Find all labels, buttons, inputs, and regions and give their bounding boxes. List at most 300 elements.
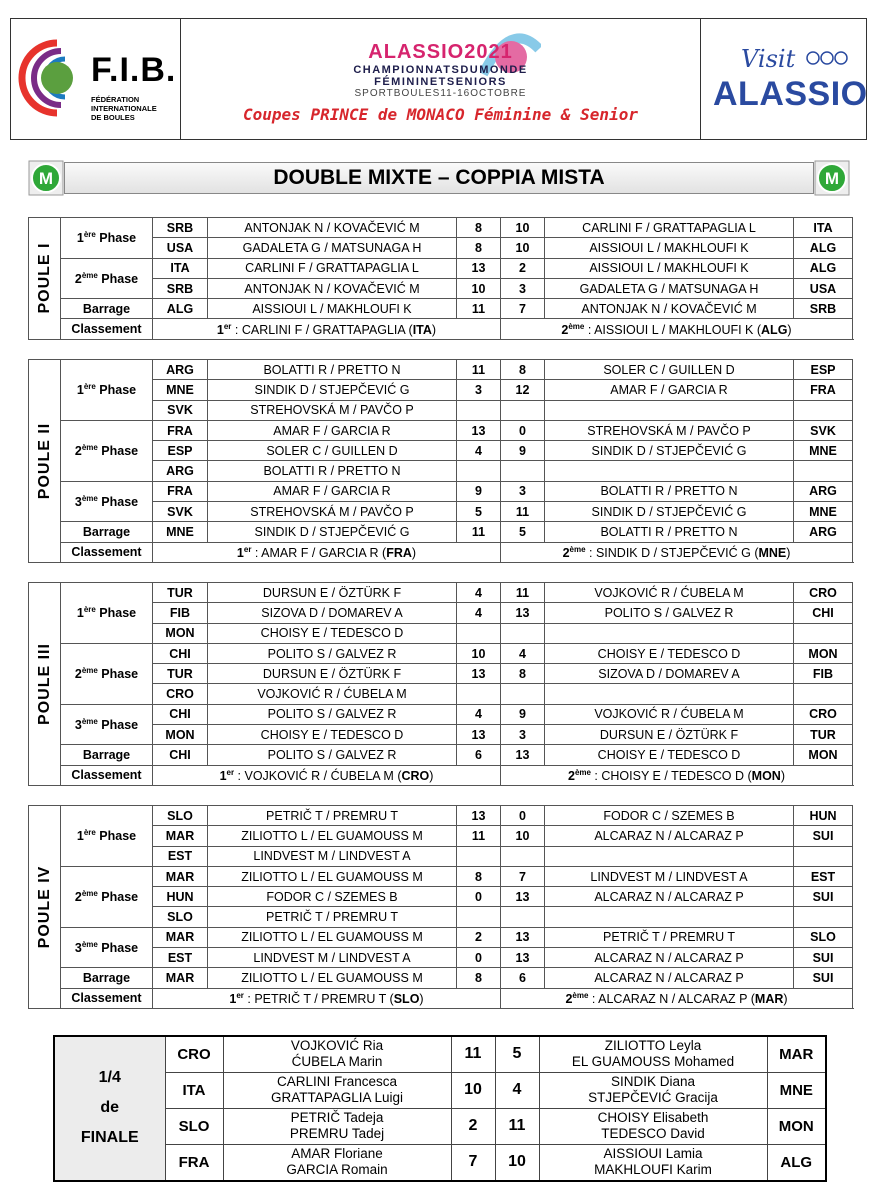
match-row [29,725,853,745]
poule-label: POULE I [29,218,61,340]
score: 10 [501,826,545,846]
quarter-finals-table [53,1035,827,1182]
team-name: AISSIOUI L / MAKHLOUFI K [208,299,457,319]
poule-label: POULE II [29,360,61,563]
country-code: HUN [794,806,853,826]
score: 3 [457,380,501,400]
match-row [29,258,853,278]
team-name: ZILIOTTO L / EL GUAMOUSS M [208,826,457,846]
team-name: VOJKOVIĆ R / ĆUBELA M [545,704,794,724]
fib-subtitle: FÉDÉRATION INTERNATIONALE DE BOULES [91,95,157,122]
country-code: HUN [153,887,208,907]
event-logo [181,19,701,139]
score: 8 [457,968,501,988]
finale-title: 1/4 de FINALE [54,1036,165,1181]
banner-title: DOUBLE MIXTE – COPPIA MISTA [64,162,814,194]
country-code: FRA [794,380,853,400]
score: 7 [501,866,545,886]
team-name: ALCARAZ N / ALCARAZ P [545,887,794,907]
country-code: MAR [767,1036,826,1072]
score: 3 [501,481,545,501]
phase-label: Barrage [61,522,153,542]
score: 13 [501,948,545,968]
classement-label: Classement [61,542,153,562]
team-name: SINDIK D / STJEPČEVIĆ G [208,522,457,542]
score: 11 [457,522,501,542]
score: 12 [501,380,545,400]
score: 8 [501,664,545,684]
country-code: TUR [153,583,208,603]
event-banner [28,160,850,196]
country-code: SVK [153,400,208,420]
country-code: ALG [153,299,208,319]
team-name [545,623,794,643]
score [501,846,545,866]
team-name: SINDIK Diana STJEPČEVIĆ Gracija [539,1072,767,1108]
team-name: POLITO S / GALVEZ R [208,643,457,663]
score: 4 [501,643,545,663]
country-code: MNE [767,1072,826,1108]
fib-logo [11,19,181,139]
team-name [545,400,794,420]
classement-row [29,765,853,785]
classement-label: Classement [61,319,153,339]
score: 13 [501,745,545,765]
country-code [794,846,853,866]
country-code: ARG [794,522,853,542]
score: 9 [501,704,545,724]
svg-text:M: M [824,169,840,188]
classement-row [29,542,853,562]
second-place: 2ème : AISSIOUI L / MAKHLOUFI K (ALG) [501,319,853,339]
country-code: FIB [153,603,208,623]
phase-label: 2ème Phase [61,643,153,704]
first-place: 1er : AMAR F / GARCIA R (FRA) [153,542,501,562]
score [457,623,501,643]
country-code: SRB [153,278,208,298]
team-name: AMAR F / GARCIA R [208,481,457,501]
phase-label: 3ème Phase [61,704,153,745]
score: 11 [457,299,501,319]
country-code: SRB [794,299,853,319]
country-code: SRB [153,218,208,238]
score: 10 [501,238,545,258]
score: 13 [457,258,501,278]
phase-label: 3ème Phase [61,481,153,522]
country-code: SLO [165,1108,223,1144]
score [501,400,545,420]
match-row [29,623,853,643]
phase-label: 2ème Phase [61,420,153,481]
score: 2 [457,927,501,947]
classement-label: Classement [61,988,153,1008]
team-name: CHOISY E / TEDESCO D [208,725,457,745]
country-code: MON [767,1108,826,1144]
country-code: MON [794,643,853,663]
team-name [545,907,794,927]
score [501,907,545,927]
score [501,623,545,643]
team-name: ALCARAZ N / ALCARAZ P [545,948,794,968]
country-code: ALG [767,1145,826,1181]
team-name: BOLATTI R / PRETTO N [208,360,457,380]
country-code: SVK [794,420,853,440]
score: 2 [451,1108,495,1144]
team-name: SOLER C / GUILLEN D [545,360,794,380]
team-name: FODOR C / SZEMES B [208,887,457,907]
score [501,684,545,704]
finale-row [54,1072,826,1108]
country-code: EST [153,948,208,968]
score: 11 [495,1108,539,1144]
score: 4 [457,603,501,623]
team-name: ALCARAZ N / ALCARAZ P [545,826,794,846]
poule-table [28,359,853,563]
team-name: GADALETA G / MATSUNAGA H [545,278,794,298]
score [457,461,501,481]
country-code: TUR [153,664,208,684]
team-name: SINDIK D / STJEPČEVIĆ G [545,441,794,461]
score: 5 [495,1036,539,1072]
phase-label: 3ème Phase [61,927,153,968]
score: 3 [501,278,545,298]
match-row [29,948,853,968]
match-row [29,806,853,826]
header [10,18,867,140]
classement-row [29,988,853,1008]
score: 8 [457,238,501,258]
phase-label: 1ère Phase [61,218,153,259]
score: 9 [501,441,545,461]
team-name: LINDVEST M / LINDVEST A [545,866,794,886]
team-name: STREHOVSKÁ M / PAVČO P [545,420,794,440]
decorative-links-icon [805,49,849,67]
score: 6 [501,968,545,988]
country-code: MAR [153,927,208,947]
classement-row [29,319,853,339]
score: 13 [501,603,545,623]
country-code: SLO [153,907,208,927]
country-code: MNE [794,502,853,522]
country-code: ARG [153,461,208,481]
team-name: STREHOVSKÁ M / PAVČO P [208,502,457,522]
country-code: CHI [794,603,853,623]
country-code: SLO [153,806,208,826]
first-place: 1er : VOJKOVIĆ R / ĆUBELA M (CRO) [153,765,501,785]
team-name: ANTONJAK N / KOVAČEVIĆ M [545,299,794,319]
team-name: AISSIOUI Lamia MAKHLOUFI Karim [539,1145,767,1181]
team-name: ZILIOTTO L / EL GUAMOUSS M [208,968,457,988]
country-code: FIB [794,664,853,684]
phase-label: Barrage [61,968,153,988]
team-name: CARLINI F / GRATTAPAGLIA L [545,218,794,238]
score [457,400,501,420]
match-row [29,238,853,258]
phase-label: 2ème Phase [61,866,153,927]
team-name: PETRIČ T / PREMRU T [208,907,457,927]
team-name: POLITO S / GALVEZ R [208,704,457,724]
country-code: CHI [153,643,208,663]
match-row [29,866,853,886]
team-name: CARLINI Francesca GRATTAPAGLIA Luigi [223,1072,451,1108]
country-code: SUI [794,826,853,846]
score: 8 [457,866,501,886]
score: 0 [501,420,545,440]
team-name: CHOISY E / TEDESCO D [208,623,457,643]
team-name: SIZOVA D / DOMAREV A [545,664,794,684]
score: 11 [451,1036,495,1072]
score: 8 [457,218,501,238]
score: 11 [457,360,501,380]
team-name [545,846,794,866]
visit-city: ALASSIO [713,75,868,113]
phase-label: 1ère Phase [61,583,153,644]
match-row [29,704,853,724]
match-row [29,461,853,481]
match-row [29,826,853,846]
score: 10 [451,1072,495,1108]
team-name: PETRIČ T / PREMRU T [208,806,457,826]
team-name: ANTONJAK N / KOVAČEVIĆ M [208,278,457,298]
event-line-2: FÉMININETSENIORS [374,75,507,88]
team-name: LINDVEST M / LINDVEST A [208,846,457,866]
score: 6 [457,745,501,765]
team-name: AMAR F / GARCIA R [545,380,794,400]
team-name: GADALETA G / MATSUNAGA H [208,238,457,258]
fib-emblem-icon [17,33,87,123]
team-name: ZILIOTTO L / EL GUAMOUSS M [208,927,457,947]
country-code: MNE [153,522,208,542]
country-code: MNE [153,380,208,400]
score [457,684,501,704]
country-code: MAR [153,866,208,886]
poule-table [28,805,853,1009]
score: 10 [501,218,545,238]
country-code: CHI [153,745,208,765]
country-code: USA [153,238,208,258]
first-place: 1er : CARLINI F / GRATTAPAGLIA (ITA) [153,319,501,339]
country-code: ARG [794,481,853,501]
finale-row [54,1036,826,1072]
team-name: ALCARAZ N / ALCARAZ P [545,968,794,988]
score [457,907,501,927]
phase-label: Barrage [61,745,153,765]
score: 9 [457,481,501,501]
score: 11 [457,826,501,846]
score: 4 [457,441,501,461]
country-code: FRA [153,420,208,440]
visit-alassio-logo [701,19,866,139]
score: 0 [457,887,501,907]
country-code: ESP [794,360,853,380]
country-code: EST [794,866,853,886]
team-name: VOJKOVIĆ Ria ĆUBELA Marin [223,1036,451,1072]
team-name: ZILIOTTO Leyla EL GUAMOUSS Mohamed [539,1036,767,1072]
team-name: CARLINI F / GRATTAPAGLIA L [208,258,457,278]
match-row [29,664,853,684]
score: 7 [451,1145,495,1181]
country-code: MAR [153,968,208,988]
country-code: SLO [794,927,853,947]
country-code: MAR [153,826,208,846]
team-name: ANTONJAK N / KOVAČEVIĆ M [208,218,457,238]
match-row [29,603,853,623]
team-name: LINDVEST M / LINDVEST A [208,948,457,968]
country-code: MON [794,745,853,765]
fib-title: F.I.B. [91,51,177,89]
score: 13 [501,887,545,907]
country-code: SVK [153,502,208,522]
svg-text:M: M [38,169,54,188]
score: 0 [501,806,545,826]
second-place: 2ème : CHOISY E / TEDESCO D (MON) [501,765,853,785]
first-place: 1er : PETRIČ T / PREMRU T (SLO) [153,988,501,1008]
score: 10 [495,1145,539,1181]
match-row [29,583,853,603]
score: 13 [457,725,501,745]
poule-table [28,217,853,340]
team-name: SINDIK D / STJEPČEVIĆ G [208,380,457,400]
country-code: MNE [794,441,853,461]
team-name: AMAR Floriane GARCIA Romain [223,1145,451,1181]
team-name: AISSIOUI L / MAKHLOUFI K [545,258,794,278]
team-name: FODOR C / SZEMES B [545,806,794,826]
match-row [29,481,853,501]
country-code: CRO [165,1036,223,1072]
score: 13 [457,806,501,826]
score: 11 [501,502,545,522]
country-code: EST [153,846,208,866]
country-code: MON [153,725,208,745]
score: 10 [457,278,501,298]
country-code: CRO [794,704,853,724]
score: 0 [457,948,501,968]
country-code: ARG [153,360,208,380]
poule-label: POULE IV [29,806,61,1009]
team-name [545,684,794,704]
match-row [29,278,853,298]
badge-m-icon [28,160,64,196]
team-name: BOLATTI R / PRETTO N [208,461,457,481]
team-name: PETRIČ T / PREMRU T [545,927,794,947]
visit-word: Visit [741,45,796,73]
team-name: ZILIOTTO L / EL GUAMOUSS M [208,866,457,886]
event-line-3: SPORTBOULES11-16OCTOBRE [354,87,527,99]
country-code: ITA [794,218,853,238]
score: 5 [457,502,501,522]
score [501,461,545,481]
score: 10 [457,643,501,663]
match-row [29,643,853,663]
team-name: AMAR F / GARCIA R [208,420,457,440]
match-row [29,846,853,866]
badge-m-icon [814,160,850,196]
team-name: DURSUN E / ÖZTÜRK F [208,583,457,603]
match-row [29,420,853,440]
team-name: BOLATTI R / PRETTO N [545,522,794,542]
score: 11 [501,583,545,603]
country-code [794,623,853,643]
phase-label: 2ème Phase [61,258,153,299]
team-name: STREHOVSKÁ M / PAVČO P [208,400,457,420]
team-name: BOLATTI R / PRETTO N [545,481,794,501]
phase-label: 1ère Phase [61,806,153,867]
score: 3 [501,725,545,745]
second-place: 2ème : ALCARAZ N / ALCARAZ P (MAR) [501,988,853,1008]
country-code: FRA [153,481,208,501]
team-name: SIZOVA D / DOMAREV A [208,603,457,623]
team-name: DURSUN E / ÖZTÜRK F [545,725,794,745]
country-code [794,684,853,704]
team-name: POLITO S / GALVEZ R [545,603,794,623]
team-name [545,461,794,481]
score: 2 [501,258,545,278]
score [457,846,501,866]
score: 13 [457,664,501,684]
poule-table [28,582,853,786]
match-row [29,745,853,765]
country-code: SUI [794,948,853,968]
team-name: VOJKOVIĆ R / ĆUBELA M [545,583,794,603]
country-code: MON [153,623,208,643]
score: 8 [501,360,545,380]
country-code: ITA [165,1072,223,1108]
country-code: ALG [794,258,853,278]
team-name: PETRIČ Tadeja PREMRU Tadej [223,1108,451,1144]
coupes-title: Coupes PRINCE de MONACO Féminine & Senior [243,104,638,124]
team-name: CHOISY E / TEDESCO D [545,745,794,765]
team-name: AISSIOUI L / MAKHLOUFI K [545,238,794,258]
match-row [29,360,853,380]
match-row [29,400,853,420]
country-code: CRO [153,684,208,704]
poule-label: POULE III [29,583,61,786]
phase-label: 1ère Phase [61,360,153,421]
country-code [794,461,853,481]
match-row [29,441,853,461]
team-name: CHOISY Elisabeth TEDESCO David [539,1108,767,1144]
second-place: 2ème : SINDIK D / STJEPČEVIĆ G (MNE) [501,542,853,562]
country-code: CHI [153,704,208,724]
country-code: ESP [153,441,208,461]
country-code [794,400,853,420]
match-row [29,218,853,238]
country-code: USA [794,278,853,298]
phase-label: Barrage [61,299,153,319]
country-code: FRA [165,1145,223,1181]
match-row [29,927,853,947]
finale-row [54,1145,826,1181]
team-name: SINDIK D / STJEPČEVIĆ G [545,502,794,522]
country-code: CRO [794,583,853,603]
team-name: DURSUN E / ÖZTÜRK F [208,664,457,684]
score: 4 [495,1072,539,1108]
classement-label: Classement [61,765,153,785]
team-name: VOJKOVIĆ R / ĆUBELA M [208,684,457,704]
team-name: POLITO S / GALVEZ R [208,745,457,765]
match-row [29,907,853,927]
score: 5 [501,522,545,542]
country-code: TUR [794,725,853,745]
country-code: SUI [794,968,853,988]
score: 4 [457,704,501,724]
country-code: SUI [794,887,853,907]
score: 4 [457,583,501,603]
country-code: ALG [794,238,853,258]
score: 7 [501,299,545,319]
event-title: ALASSIO2021 [368,40,513,63]
match-row [29,380,853,400]
